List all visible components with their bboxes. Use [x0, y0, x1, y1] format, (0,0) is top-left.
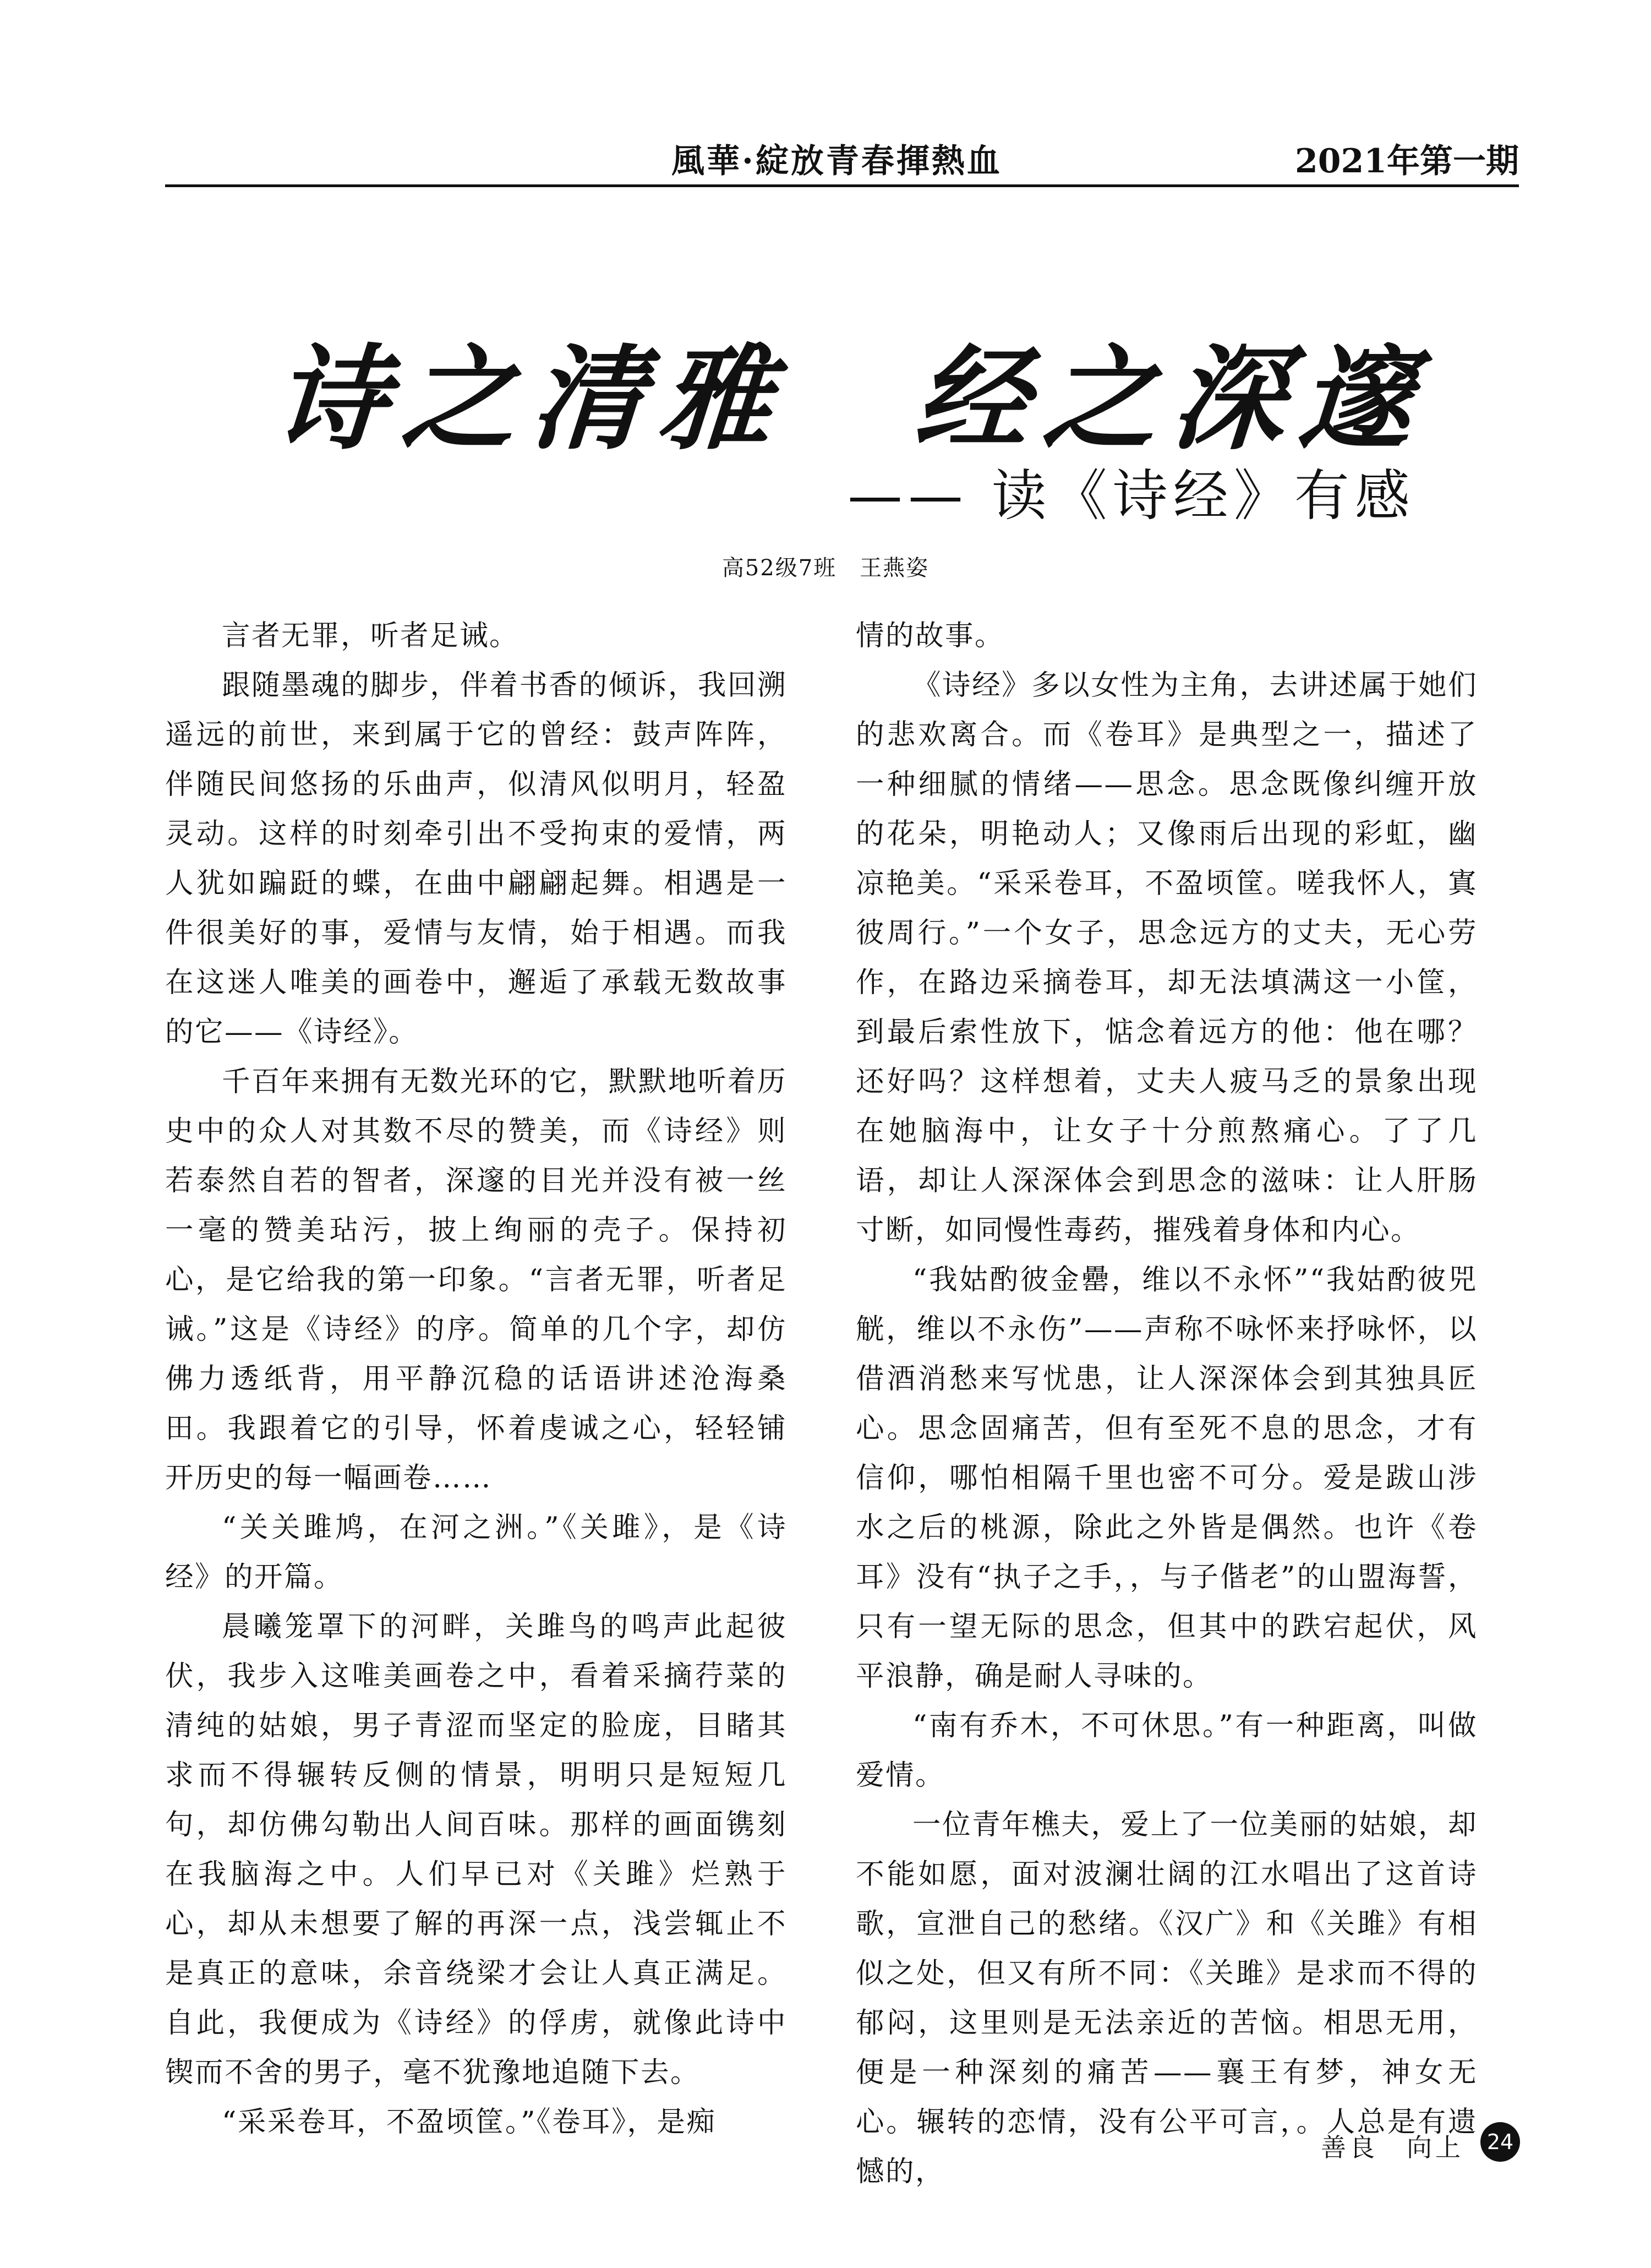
paragraph: 一位青年樵夫，爱上了一位美丽的姑娘，却不能如愿，面对波澜壮阔的江水唱出了这首诗歌，宣泄自己的愁绪。《汉广》和《关雎》有相似之处，但又有所不同：《关雎》是求而不得的郁闷，这里则是无法亲近的苦恼。相思无用，便是一种深刻的痛苦——襄王有梦，神女无心。辗转的恋情，没有公平可言，。人总是有遗憾的， [856, 1808, 1478, 2188]
paragraph: 晨曦笼罩下的河畔，关雎鸟的鸣声此起彼伏，我步入这唯美画卷之中，看着采摘荇菜的清纯的姑娘，男子青涩而坚定的脸庞，目睹其求而不得辗转反侧的情景，明明只是短短几句，却仿佛勾勒出人间百味。那样的画面镌刻在我脑海之中。人们早已对《关雎》烂熟于心，却从未想要了解的再深一点，浅尝辄止不是真正的意味，余音绕梁才会让人真正满足。自此，我便成为《诗经》的俘虏，就像此诗中锲而不舍的男子，毫不犹豫地追随下去。 [165, 1610, 787, 2089]
left-column [165, 611, 787, 2147]
paragraph: 言者无罪，听者足诫。 [222, 619, 520, 652]
paragraph: “采采卷耳，不盈顷筐。”《卷耳》，是痴 [222, 2106, 717, 2139]
page-number-badge: 24 [1480, 2122, 1520, 2162]
paragraph-continuation: 情的故事。 [856, 619, 1005, 652]
paragraph: “南有乔木，不可休思。”有一种距离，叫做爱情。 [856, 1709, 1478, 1792]
paragraph: “关关雎鸠，在河之洲。”《关雎》，是《诗经》的开篇。 [165, 1511, 787, 1594]
article-subtitle: —— 读《诗经》有感 [848, 464, 1415, 528]
magazine-section-title: 風華·綻放青春揮熱血 [671, 142, 1002, 181]
right-column [856, 611, 1478, 2196]
footer-motto: 善良 向上 [1321, 2133, 1464, 2162]
paragraph: 《诗经》多以女性为主角，去讲述属于她们的悲欢离合。而《卷耳》是典型之一，描述了一种细腻的情绪——思念。思念既像纠缠开放的花朵，明艳动人；又像雨后出现的彩虹，幽凉艳美。“采采卷耳，不盈顷筐。嗟我怀人，寘彼周行。”一个女子，思念远方的丈夫，无心劳作，在路边采摘卷耳，却无法填满这一小筐，到最后索性放下，惦念着远方的他：他在哪？还好吗？这样想着，丈夫人疲马乏的景象出现在她脑海中，让女子十分煎熬痛心。了了几语，却让人深深体会到思念的滋味：让人肝肠寸断，如同慢性毒药，摧残着身体和内心。 [856, 669, 1478, 1247]
paragraph: “我姑酌彼金罍，维以不永怀”“我姑酌彼兕觥，维以不永伤”——声称不咏怀来抒咏怀，以借酒消愁来写忧患，让人深深体会到其独具匠心。思念固痛苦，但有至死不息的思念，才有信仰，哪怕相隔千里也密不可分。爱是跋山涉水之后的桃源，除此之外皆是偶然。也许《卷耳》没有“执子之手，，与子偕老”的山盟海誓，只有一望无际的思念，但其中的跌宕起伏，风平浪静，确是耐人寻味的。 [856, 1263, 1478, 1693]
paragraph: 跟随墨魂的脚步，伴着书香的倾诉，我回溯遥远的前世，来到属于它的曾经：鼓声阵阵，伴随民间悠扬的乐曲声，似清风似明月，轻盈灵动。这样的时刻牵引出不受拘束的爱情，两人犹如蹁跹的蝶，在曲中翩翩起舞。相遇是一件很美好的事，爱情与友情，始于相遇。而我在这迷人唯美的画卷中，邂逅了承载无数故事的它——《诗经》。 [165, 669, 787, 1049]
author-byline: 高52级7班 王燕姿 [721, 555, 930, 581]
article-title: 诗之清雅 经之深邃 [270, 333, 1434, 465]
header-rule [165, 184, 1519, 187]
page-footer [1321, 2122, 1530, 2166]
paragraph: 千百年来拥有无数光环的它，默默地听着历史中的众人对其数不尽的赞美，而《诗经》则若泰然自若的智者，深邃的目光并没有被一丝一毫的赞美玷污，披上绚丽的壳子。保持初心，是它给我的第一印象。“言者无罪，听者足诫。”这是《诗经》的序。简单的几个字，却仿佛力透纸背，用平静沉稳的话语讲述沧海桑田。我跟着它的引导，怀着虔诚之心，轻轻铺开历史的每一幅画卷…… [165, 1065, 787, 1495]
header-bar [165, 135, 1519, 184]
issue-label: 2021年第一期 [1295, 142, 1519, 181]
